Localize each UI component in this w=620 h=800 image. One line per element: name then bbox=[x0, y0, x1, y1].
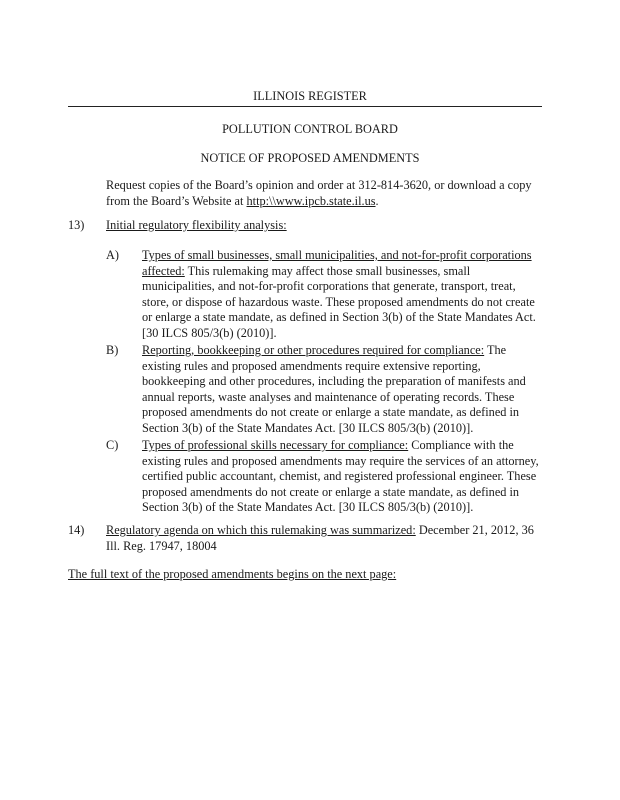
item-14-heading: Regulatory agenda on which this rulemaking was summarized: bbox=[106, 523, 416, 537]
full-text-notice: The full text of the proposed amendments begins on the next page: bbox=[68, 567, 397, 581]
board-website-link[interactable]: http:\\www.ipcb.state.il.us bbox=[246, 193, 376, 208]
register-title: ILLINOIS REGISTER bbox=[253, 89, 367, 103]
item-13a-paragraph bbox=[142, 248, 542, 341]
intro-text: Request copies of the Board’s opinion and order at 312-814-3620, or download a copy from the Board’s Website at bbox=[106, 178, 532, 208]
item-13c-body: Compliance with the existing rules and proposed amendments may require the services of an attorney, certified public accountant, chemist, and registered professional engineer. These proposed amendments do not create or enlarge a state mandate, as defined in Section 3(b) of the State Mandates Act. [30 ILCS 805/3(b) (2010)]. bbox=[142, 438, 539, 514]
item-13b-paragraph bbox=[142, 343, 542, 436]
header-divider bbox=[68, 106, 542, 107]
item-13a-heading: Types of small businesses, small municipalities, and not-for-profit corporations affected: bbox=[142, 248, 532, 278]
item-13c-label: C) bbox=[106, 438, 119, 452]
item-13b-heading: Reporting, bookkeeping or other procedures required for compliance: bbox=[142, 343, 485, 357]
item-13-number: 13) bbox=[68, 218, 85, 232]
item-14-number: 14) bbox=[68, 523, 85, 537]
agency-name: POLLUTION CONTROL BOARD bbox=[222, 122, 398, 136]
intro-paragraph bbox=[106, 178, 542, 209]
item-13b-body: The existing rules and proposed amendments require extensive reporting, bookkeeping and other procedures, including the preparation of manifests and annual reports, waste analyses and maintenance of operating records. These proposed amendments do not create or enlarge a state mandate, as defined in Section 3(b) of the State Mandates Act. [30 ILCS 805/3(b) (2010)]. bbox=[142, 343, 526, 435]
item-13b-label: B) bbox=[106, 343, 119, 357]
item-14-body: December 21, 2012, 36 Ill. Reg. 17947, 18004 bbox=[106, 523, 534, 553]
intro-link-suffix: . bbox=[375, 193, 379, 208]
item-13-heading: Initial regulatory flexibility analysis: bbox=[106, 218, 287, 232]
item-14-paragraph bbox=[106, 523, 542, 554]
item-13c-heading: Types of professional skills necessary for compliance: bbox=[142, 438, 409, 452]
item-13a-label: A) bbox=[106, 248, 119, 262]
item-13a-body: This rulemaking may affect those small businesses, small municipalities, and not-for-profit corporations that generate, transport, treat, store, or dispose of hazardous waste. These proposed amendments do not create or enlarge a state mandate, as defined in Section 3(b) of the State Mandates Act. [30 ILCS 805/3(b) (2010)]. bbox=[142, 263, 536, 340]
notice-type: NOTICE OF PROPOSED AMENDMENTS bbox=[200, 151, 420, 165]
item-13c-paragraph bbox=[142, 438, 542, 516]
